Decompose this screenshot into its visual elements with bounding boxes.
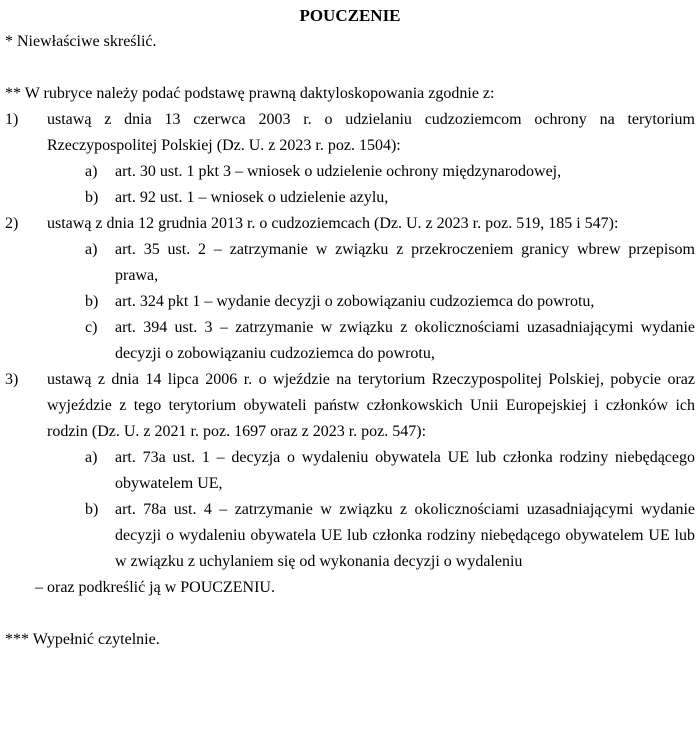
sub-item	[85, 315, 695, 367]
item-text: ustawą z dnia 12 grudnia 2013 r. o cudzoziemcach (Dz. U. z 2023 r. poz. 519, 185 i 547):	[47, 215, 619, 232]
sub-item	[85, 159, 695, 185]
item-number: 1)	[5, 111, 19, 128]
sub-item-text: art. 73a ust. 1 – decyzja o wydaleniu obywatela UE lub członka rodziny niebędącego obywatelem UE,	[115, 449, 695, 492]
closing-instruction: – oraz podkreślić ją w POUCZENIU.	[35, 579, 275, 596]
note-single-asterisk: * Niewłaściwe skreślić.	[5, 33, 157, 50]
sub-item-letter: a)	[85, 241, 98, 258]
sub-item-text: art. 78a ust. 4 – zatrzymanie w związku z okolicznościami uzasadniającymi wydanie decyzji o wydaleniu obywatela UE lub członka rodziny niebędącego obywatelem UE lub w związku z uchylaniem się od wykonania decyzji o wydaleniu	[115, 501, 695, 570]
document-page	[0, 3, 700, 738]
sub-item	[85, 289, 695, 315]
note-triple-asterisk: *** Wypełnić czytelnie.	[5, 631, 160, 648]
sub-item-letter: c)	[85, 319, 98, 336]
sub-item-text: art. 30 ust. 1 pkt 3 – wniosek o udzielenie ochrony międzynarodowej,	[115, 163, 562, 180]
sub-item-text: art. 92 ust. 1 – wniosek o udzielenie azylu,	[115, 189, 389, 206]
item-number: 3)	[5, 371, 19, 388]
spacer	[5, 55, 695, 81]
note-double-asterisk: ** W rubryce należy podać podstawę prawną daktyloskopowania zgodnie z:	[5, 85, 495, 102]
sub-item-letter: b)	[85, 293, 99, 310]
sub-item-letter: a)	[85, 163, 98, 180]
sub-item-letter: b)	[85, 501, 99, 518]
sub-item	[85, 237, 695, 289]
sub-item	[85, 445, 695, 497]
item-text: ustawą z dnia 14 lipca 2006 r. o wjeździe na terytorium Rzeczypospolitej Polskiej, pobycie oraz wyjeździe z tego terytorium obywateli państw członkowskich Unii Europejskiej i członków ich rodzin (Dz. U. z 2021 r. poz. 1697 oraz z 2023 r. poz. 547):	[47, 371, 695, 440]
sub-item-text: art. 394 ust. 3 – zatrzymanie w związku z okolicznościami uzasadniającymi wydanie decyzji o zobowiązaniu cudzoziemca do powrotu,	[115, 319, 695, 362]
spacer	[5, 601, 695, 627]
sub-item	[85, 185, 695, 211]
item-number: 2)	[5, 215, 19, 232]
sub-item-text: art. 35 ust. 2 – zatrzymanie w związku z przekroczeniem granicy wbrew przepisom prawa,	[115, 241, 695, 284]
legal-basis-item-1	[5, 107, 695, 159]
legal-basis-item-2	[5, 211, 695, 237]
legal-basis-item-3	[5, 367, 695, 445]
sub-item-letter: b)	[85, 189, 99, 206]
document-title: POUCZENIE	[299, 6, 401, 25]
sub-item	[85, 497, 695, 575]
sub-item-text: art. 324 pkt 1 – wydanie decyzji o zobowiązaniu cudzoziemca do powrotu,	[115, 293, 595, 310]
sub-item-letter: a)	[85, 449, 98, 466]
item-text: ustawą z dnia 13 czerwca 2003 r. o udzielaniu cudzoziemcom ochrony na terytorium Rzeczypospolitej Polskiej (Dz. U. z 2023 r. poz. 1504):	[47, 111, 695, 154]
